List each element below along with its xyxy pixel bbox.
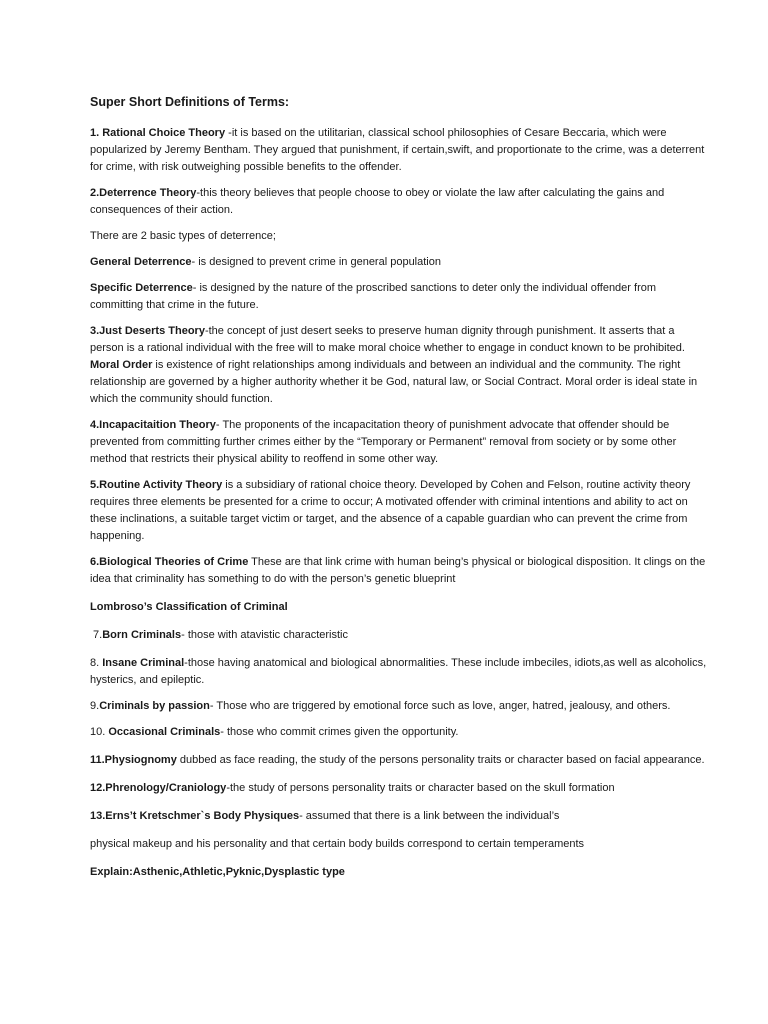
definition-insane-criminal: -those having anatomical and biological abnormalities. These include imbeciles, idiots,as well as alcoholics, hysterics, and epileptic.: [90, 657, 707, 686]
term-occasional-criminals: Occasional Criminals: [108, 726, 221, 738]
term-phrenology: 12.Phrenology/Craniology: [90, 782, 227, 794]
term-deterrence: 2.Deterrence Theory: [90, 187, 197, 199]
definition-criminals-by-passion: - Those who are triggered by emotional force such as love, anger, hatred, jealousy, and others.: [209, 700, 671, 712]
paragraph-physical-makeup: [90, 836, 708, 853]
paragraph-explain-types: [90, 864, 708, 881]
paragraph-occasional-criminals: [90, 724, 708, 741]
paragraph-rational-choice: [90, 125, 708, 176]
paragraph-born-criminals: [90, 627, 708, 644]
term-incapacitation: 4.Incapacitaition Theory: [90, 419, 216, 431]
definition-biological-theories: These are that link crime with human being’s physical or biological disposition. It clings on the idea that criminality has something to do with the person’s genetic blueprint: [90, 556, 706, 585]
term-lombroso-classification: Lombroso’s Classification of Criminal: [90, 601, 288, 613]
paragraph-general-deterrence: [90, 254, 708, 271]
term-just-deserts: 3.Just Deserts Theory: [90, 325, 205, 337]
definition-deterrence: -this theory believes that people choose to obey or violate the law after calculating the gains and consequences of their action.: [90, 187, 665, 216]
term-kretschmer: 13.Erns’t Kretschmer`s Body Physiques: [90, 810, 300, 822]
paragraph-specific-deterrence: [90, 280, 708, 314]
paragraph-just-deserts: [90, 323, 708, 408]
paragraph-deterrence: [90, 185, 708, 219]
definition-general-deterrence: - is designed to prevent crime in general population: [191, 256, 441, 268]
term-insane-criminal: Insane Criminal: [102, 657, 185, 669]
term-moral-order: Moral Order: [90, 359, 153, 371]
paragraph-biological-theories: [90, 554, 708, 588]
number-occasional-criminals: 10.: [90, 726, 109, 738]
paragraph-incapacitation: [90, 417, 708, 468]
term-routine-activity: 5.Routine Activity Theory: [90, 479, 223, 491]
paragraph-insane-criminal: [90, 655, 708, 689]
paragraph-criminals-by-passion: [90, 698, 708, 715]
deterrence-types-text: There are 2 basic types of deterrence;: [90, 230, 276, 242]
term-rational-choice: 1. Rational Choice Theory: [90, 127, 226, 139]
physical-makeup-text: physical makeup and his personality and that certain body builds correspond to certain temperaments: [90, 838, 585, 850]
definition-routine-activity: is a subsidiary of rational choice theory. Developed by Cohen and Felson, routine activity theory requires three elements be presented for a crime to occur; A motivated offender with criminal intentions and ability to act on these inclinations, a suitable target victim or target, and the absence of a capable guardian who can prevent the crime from happening.: [90, 479, 691, 542]
paragraph-deterrence-types: [90, 228, 708, 245]
number-born-criminals: 7.: [90, 629, 103, 641]
definition-rational-choice: -it is based on the utilitarian, classical school philosophies of Cesare Beccaria, which were popularized by Jeremy Bentham. They argued that punishment, if certain,swift, and proportionate to the crime, was a deterrent for crime, with risk outweighing possible benefits to the offender.: [90, 127, 705, 173]
term-general-deterrence: General Deterrence: [90, 256, 192, 268]
term-specific-deterrence: Specific Deterrence: [90, 282, 193, 294]
paragraph-routine-activity: [90, 477, 708, 545]
term-born-criminals: Born Criminals: [102, 629, 182, 641]
definition-occasional-criminals: - those who commit crimes given the opportunity.: [220, 726, 459, 738]
definition-moral-order: is existence of right relationships among individuals and between an individual and the community. The right relationship are governed by a higher authority whether it be God, natural law, or Social Contract. Moral order is ideal state in which the community should function.: [90, 359, 698, 405]
number-insane-criminal: 8.: [90, 657, 103, 669]
definition-phrenology: -the study of persons personality traits or character based on the skull formation: [226, 782, 615, 794]
page-title: Super Short Definitions of Terms:: [90, 95, 290, 109]
paragraph-kretschmer: [90, 808, 708, 825]
paragraph-phrenology: [90, 780, 708, 797]
definition-just-deserts: -the concept of just desert seeks to preserve human dignity through punishment. It asserts that a person is a rational individual with the free will to make moral choice whether to engage in conduct known to be prohibited.: [90, 325, 685, 354]
definition-specific-deterrence: - is designed by the nature of the proscribed sanctions to deter only the individual offender from committing that crime in the future.: [90, 282, 657, 311]
definition-kretschmer: - assumed that there is a link between the individual’s: [299, 810, 560, 822]
heading-lombroso-classification: [90, 599, 708, 616]
number-criminals-by-passion: 9.: [90, 700, 100, 712]
paragraph-physiognomy: [90, 752, 708, 769]
term-explain-types: Explain:Asthenic,Athletic,Pyknic,Dysplastic type: [90, 866, 345, 878]
definition-physiognomy: dubbed as face reading, the study of the persons personality traits or character based on facial appearance.: [176, 754, 705, 766]
definition-born-criminals: - those with atavistic characteristic: [181, 629, 348, 641]
term-biological-theories: 6.Biological Theories of Crime: [90, 556, 249, 568]
term-physiognomy: 11.Physiognomy: [90, 754, 177, 766]
term-criminals-by-passion: Criminals by passion: [99, 700, 210, 712]
definition-incapacitation: - The proponents of the incapacitation theory of punishment advocate that offender should be prevented from committing further crimes either by the “Temporary or Permanent” removal from society or by some other method that restricts their physical ability to reoffend in some other way.: [90, 419, 677, 465]
